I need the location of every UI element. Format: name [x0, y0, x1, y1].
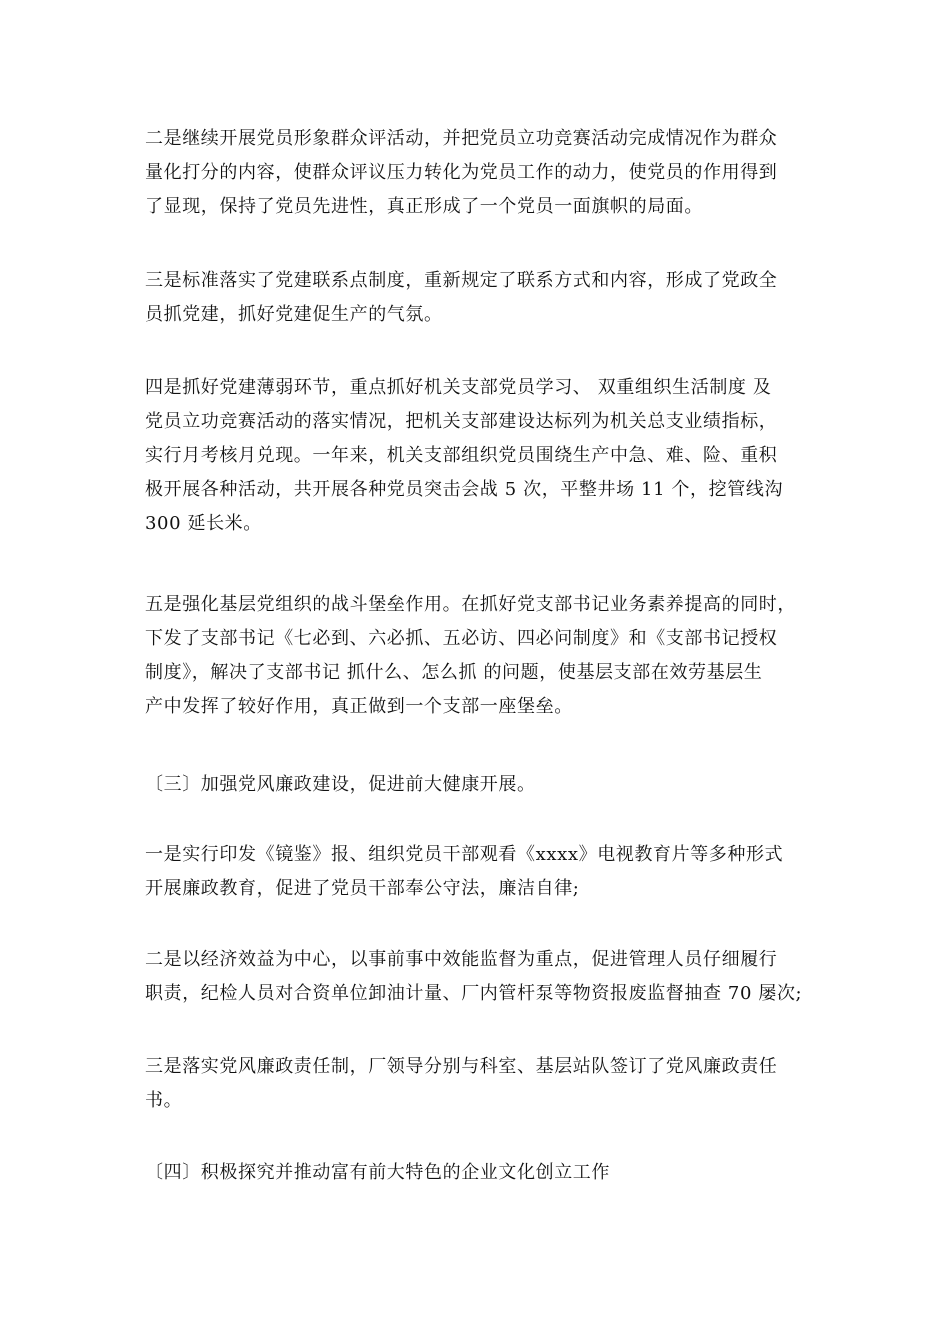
text-line: 产中发挥了较好作用，真正做到一个支部一座堡垒。	[145, 696, 573, 717]
text-line: 党员立功竞赛活动的落实情况，把机关支部建设达标列为机关总支业绩指标，	[145, 411, 778, 432]
text-line: 五是强化基层党组织的战斗堡垒作用。在抓好党支部书记业务素养提高的同时，	[145, 594, 796, 615]
text-line: 员抓党建，抓好党建促生产的气氛。	[145, 304, 443, 325]
section-heading: 〔四〕积极探究并推动富有前大特色的企业文化创立工作	[145, 1162, 610, 1183]
paragraph-3	[145, 264, 825, 332]
text-line: 二是继续开展党员形象群众评活动，并把党员立功竞赛活动完成情况作为群众	[145, 128, 778, 149]
text-line: 300 延长米。	[145, 513, 262, 534]
paragraph-8	[145, 1050, 825, 1118]
paragraph-5	[145, 588, 825, 724]
text-line: 实行月考核月兑现。一年来，机关支部组织党员围绕生产中急、难、险、重积	[145, 445, 778, 466]
paragraph-7	[145, 943, 825, 1011]
text-line: 书。	[145, 1090, 183, 1111]
text-line: 一是实行印发《镜鉴》报、组织党员干部观看《xxxx》电视教育片等多种形式	[145, 844, 784, 865]
text-line: 三是标准落实了党建联系点制度，重新规定了联系方式和内容，形成了党政全	[145, 270, 778, 291]
section-heading: 〔三〕加强党风廉政建设，促进前大健康开展。	[145, 774, 536, 795]
text-line: 下发了支部书记《七必到、六必抓、五必访、四必问制度》和《支部书记授权	[145, 628, 778, 649]
text-line: 三是落实党风廉政责任制，厂领导分别与科室、基层站队签订了党风廉政责任	[145, 1056, 778, 1077]
text-line: 制度》，解决了支部书记 抓什么、怎么抓 的问题，使基层支部在效劳基层生	[145, 662, 763, 683]
paragraph-6	[145, 838, 825, 906]
section-heading-4	[145, 1156, 825, 1190]
text-line: 量化打分的内容，使群众评议压力转化为党员工作的动力，使党员的作用得到	[145, 162, 778, 183]
text-line: 极开展各种活动，共开展各种党员突击会战 5 次，平整井场 11 个，挖管线沟	[145, 479, 784, 500]
text-line: 了显现，保持了党员先进性，真正形成了一个党员一面旗帜的局面。	[145, 196, 703, 217]
text-line: 二是以经济效益为中心，以事前事中效能监督为重点，促进管理人员仔细履行	[145, 949, 778, 970]
text-line: 四是抓好党建薄弱环节，重点抓好机关支部党员学习、 双重组织生活制度 及	[145, 377, 772, 398]
text-line: 职责，纪检人员对合资单位卸油计量、厂内管杆泵等物资报废监督抽查 70 屡次;	[145, 983, 803, 1004]
text-line: 开展廉政教育，促进了党员干部奉公守法，廉洁自律;	[145, 878, 580, 899]
section-heading-3	[145, 768, 825, 802]
paragraph-4	[145, 371, 825, 541]
paragraph-2	[145, 122, 825, 224]
